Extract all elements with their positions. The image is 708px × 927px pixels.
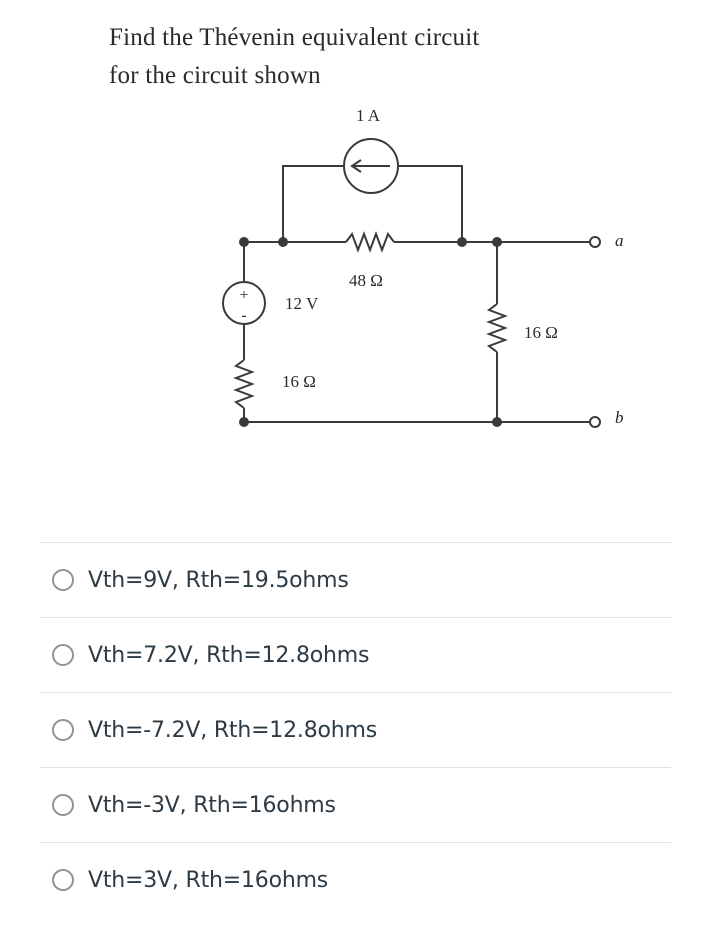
- resistor-48-ohm-label: 48 Ω: [349, 271, 383, 290]
- terminal-b-node: [590, 417, 600, 427]
- current-source-wire: [398, 166, 462, 242]
- radio-button[interactable]: [52, 719, 74, 741]
- radio-button[interactable]: [52, 569, 74, 591]
- junction-node: [278, 237, 288, 247]
- radio-button[interactable]: [52, 644, 74, 666]
- answer-label: Vth=-3V, Rth=16ohms: [88, 792, 336, 818]
- voltage-source-label: 12 V: [285, 294, 319, 313]
- resistor-16-ohm-left-label: 16 Ω: [282, 372, 316, 391]
- current-source-arrow: [352, 160, 390, 172]
- radio-button[interactable]: [52, 794, 74, 816]
- answer-label: Vth=9V, Rth=19.5ohms: [88, 567, 349, 593]
- current-source-wire: [283, 166, 344, 242]
- resistor-16-ohm-right-label: 16 Ω: [524, 323, 558, 342]
- resistor-48-ohm: [346, 234, 394, 250]
- terminal-a-node: [590, 237, 600, 247]
- voltage-source-plus: +: [239, 287, 249, 304]
- resistor-16-ohm-left: [236, 360, 252, 408]
- answer-option[interactable]: [40, 617, 671, 692]
- junction-node: [492, 417, 502, 427]
- current-source-label: 1 A: [356, 106, 381, 125]
- answer-option[interactable]: [40, 542, 671, 617]
- question-title-line-2: for the circuit shown: [109, 62, 321, 89]
- junction-node: [239, 237, 249, 247]
- answer-list: [40, 542, 671, 917]
- answer-option[interactable]: [40, 842, 671, 917]
- answer-option[interactable]: [40, 692, 671, 767]
- terminal-a-label: a: [615, 231, 624, 250]
- resistor-16-ohm-right: [489, 304, 505, 352]
- junction-node: [457, 237, 467, 247]
- terminal-b-label: b: [615, 408, 624, 427]
- answer-label: Vth=-7.2V, Rth=12.8ohms: [88, 717, 377, 743]
- question-title-line-1: Find the Thévenin equivalent circuit: [109, 24, 480, 51]
- radio-button[interactable]: [52, 869, 74, 891]
- junction-node: [492, 237, 502, 247]
- answer-label: Vth=7.2V, Rth=12.8ohms: [88, 642, 370, 668]
- junction-node: [239, 417, 249, 427]
- voltage-source-minus: -: [241, 307, 247, 324]
- answer-option[interactable]: [40, 767, 671, 842]
- answer-label: Vth=3V, Rth=16ohms: [88, 867, 329, 893]
